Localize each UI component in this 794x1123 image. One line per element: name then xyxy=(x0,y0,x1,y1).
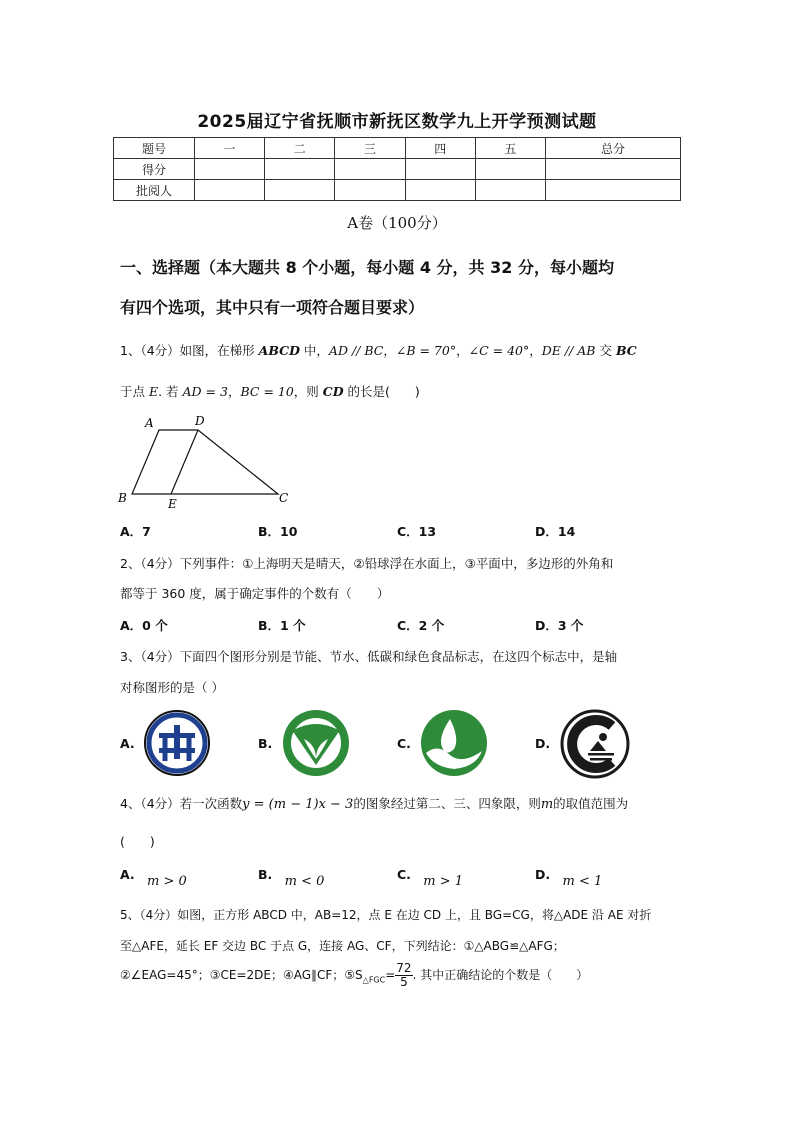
question-3-option-c[interactable]: C. xyxy=(397,736,411,751)
trapezoid-figure xyxy=(112,410,302,515)
question-4-option-c[interactable]: C. m > 1 xyxy=(397,867,464,889)
score-cell[interactable] xyxy=(335,159,405,180)
low-carbon-logo-icon[interactable] xyxy=(560,709,630,779)
score-table-header-cell: 题号 xyxy=(114,138,195,159)
score-cell[interactable] xyxy=(475,180,545,201)
energy-saving-logo-icon[interactable] xyxy=(143,709,211,777)
question-1-line2: 于点 E. 若 AD = 3，BC = 10，则 CD 的长是( ) xyxy=(120,384,420,399)
score-cell[interactable] xyxy=(195,159,265,180)
question-3-option-b[interactable]: B. xyxy=(258,736,273,751)
question-1-option-b[interactable]: B．10 xyxy=(258,524,298,539)
score-table-header-cell: 总分 xyxy=(546,138,681,159)
score-cell[interactable] xyxy=(265,159,335,180)
score-table-header-row xyxy=(114,138,681,159)
water-saving-logo-icon[interactable] xyxy=(420,709,488,777)
question-5-line1: 5、（4分）如图，正方形 ABCD 中，AB=12，点 E 在边 CD 上，且 BG=CG，将△ADE 沿 AE 对折 xyxy=(120,908,652,922)
question-4-option-b[interactable]: B. m < 0 xyxy=(258,867,325,889)
fraction-72-over-5: $\frac{72}{5}$ xyxy=(396,961,412,989)
exam-title: 2025届辽宁省抚顺市新抚区数学九上开学预测试题 xyxy=(197,112,597,132)
score-cell[interactable] xyxy=(335,180,405,201)
score-cell[interactable] xyxy=(195,180,265,201)
green-food-logo-icon[interactable] xyxy=(282,709,350,777)
score-table-row xyxy=(114,159,681,180)
question-2-line2: 都等于 360 度，属于确定事件的个数有（ ） xyxy=(120,586,390,601)
label-point-e: E xyxy=(168,497,177,511)
label-point-a: A xyxy=(145,416,154,430)
question-3-line2: 对称图形的是（ ） xyxy=(120,680,224,695)
score-table-row xyxy=(114,180,681,201)
question-2-option-d[interactable]: D．3 个 xyxy=(535,618,584,633)
question-3-option-a[interactable]: A. xyxy=(120,736,135,751)
score-cell[interactable] xyxy=(475,159,545,180)
question-2-option-a[interactable]: A．0 个 xyxy=(120,618,168,633)
question-4-line2: ( ) xyxy=(120,834,155,849)
question-2-option-c[interactable]: C．2 个 xyxy=(397,618,445,633)
question-2-line1: 2、（4分）下列事件：①上海明天是晴天，②铅球浮在水面上，③平面中，多边形的外角和 xyxy=(120,556,614,571)
score-table-header-cell: 五 xyxy=(475,138,545,159)
section-heading-line2: 有四个选项，其中只有一项符合题目要求） xyxy=(120,298,425,317)
score-cell[interactable] xyxy=(546,159,681,180)
score-table xyxy=(113,137,681,201)
question-4-line1: 4、（4分）若一次函数y = (m − 1)x − 3的图象经过第二、三、四象限，则m的取值范围为 xyxy=(120,796,629,812)
question-1-option-a[interactable]: A．7 xyxy=(120,524,151,539)
score-cell[interactable] xyxy=(405,159,475,180)
trapezoid-abcd xyxy=(132,430,278,494)
score-cell[interactable] xyxy=(265,180,335,201)
score-cell[interactable] xyxy=(405,180,475,201)
score-cell[interactable] xyxy=(546,180,681,201)
score-table-header-cell: 四 xyxy=(405,138,475,159)
question-4-option-d[interactable]: D. m < 1 xyxy=(535,867,603,889)
paper-section-heading: A卷（100分） xyxy=(347,214,447,232)
label-point-d: D xyxy=(195,414,205,428)
score-row-label: 批阅人 xyxy=(114,180,195,201)
question-3-option-d[interactable]: D. xyxy=(535,736,551,751)
segment-de xyxy=(171,430,198,494)
question-1-option-c[interactable]: C．13 xyxy=(397,524,437,539)
score-row-label: 得分 xyxy=(114,159,195,180)
question-1-line1: 1、（4分）如图，在梯形 ABCD 中，AD // BC，∠B = 70°，∠C = 40°，DE // AB 交 BC xyxy=(120,343,637,358)
score-table-header-cell: 三 xyxy=(335,138,405,159)
question-4-option-a[interactable]: A. m > 0 xyxy=(120,867,187,889)
label-point-b: B xyxy=(118,491,127,505)
question-3-line1: 3、（4分）下面四个图形分别是节能、节水、低碳和绿色食品标志，在这四个标志中，是轴 xyxy=(120,649,618,664)
section-heading-line1: 一、选择题（本大题共 8 个小题，每小题 4 分，共 32 分，每小题均 xyxy=(120,258,614,277)
question-5-line3: ②∠EAG=45°；③CE=2DE；④AG∥CF；$⑤S_{\triangle FGC}=$ $\frac{72}{5}$ . 其中正确结论的个数是（ ） xyxy=(120,961,589,989)
score-table-header-cell: 一 xyxy=(195,138,265,159)
score-table-header-cell: 二 xyxy=(265,138,335,159)
question-2-option-b[interactable]: B．1 个 xyxy=(258,618,306,633)
question-1-option-d[interactable]: D．14 xyxy=(535,524,576,539)
question-5-line2: 至△AFE，延长 EF 交边 BC 于点 G，连接 AG、CF，下列结论：①△ABG≌△AFG； xyxy=(120,939,565,953)
label-point-c: C xyxy=(279,491,289,505)
